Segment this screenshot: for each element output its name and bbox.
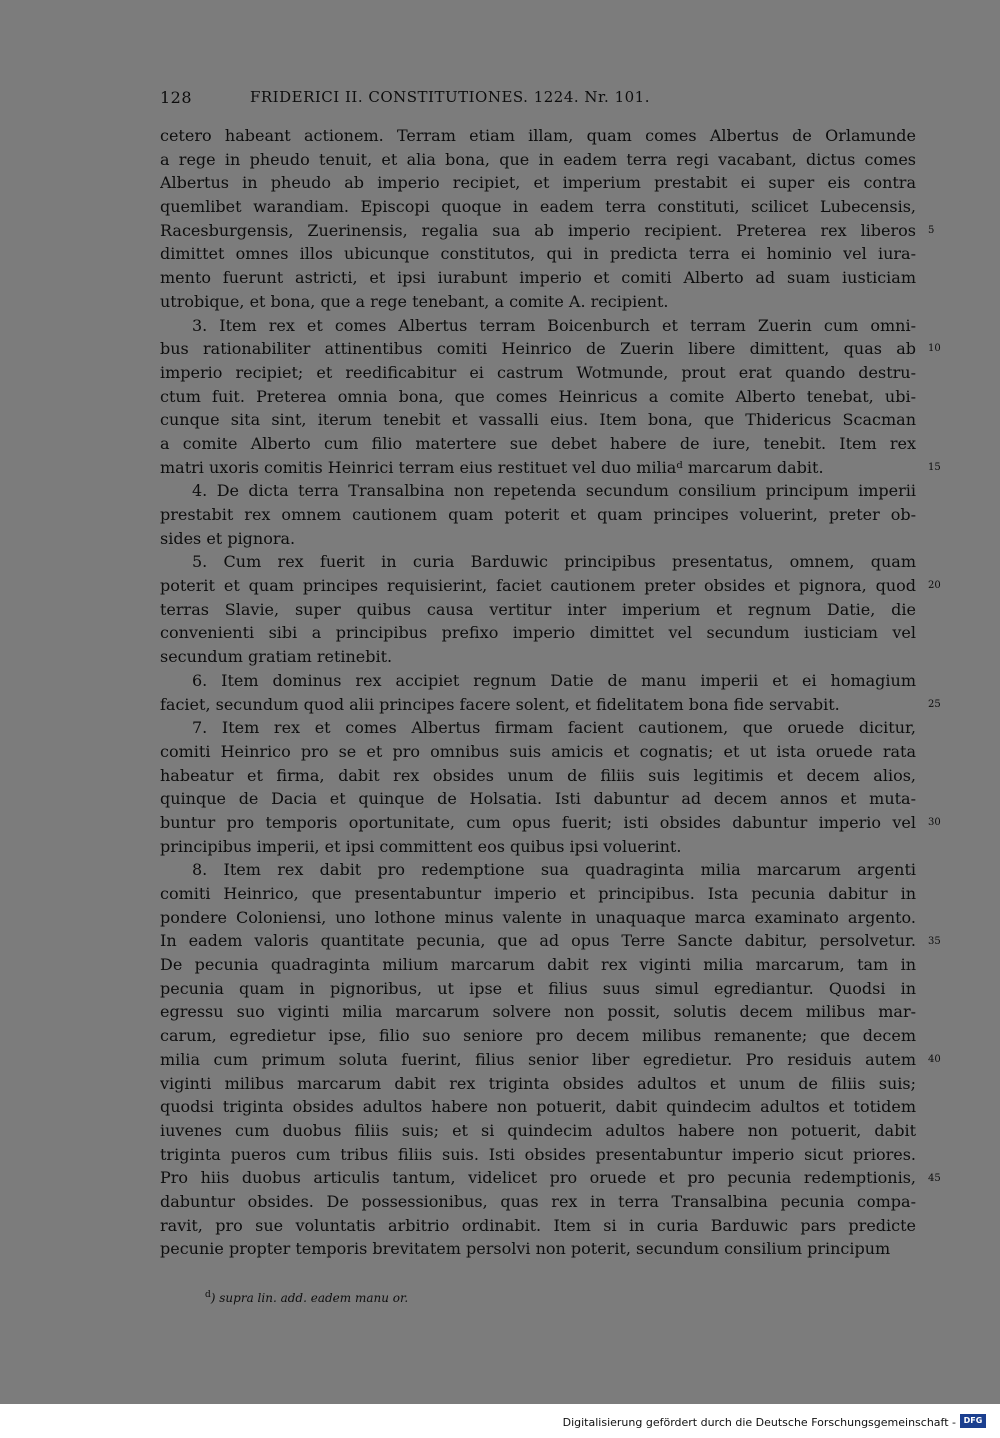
text-line: quemlibet warandiam. Episcopi quoque in eadem terra constituti, scilicet Lubecensis, (160, 197, 916, 217)
text-line: pondere Coloniensi, uno lothone minus valente in unaquaque marca examinato argento. (160, 907, 916, 927)
page-number: 128 (160, 88, 193, 107)
text-line: 7. Item rex et comes Albertus firmam facient cautionem, que oruede dicitur, (160, 718, 916, 738)
text-line: bus rationabiliter attinentibus comiti Heinrico de Zuerin libere dimittent, quas ab (160, 339, 916, 359)
text-line: ravit, pro sue voluntatis arbitrio ordinabit. Item si in curia Barduwic pars predicte (160, 1215, 916, 1235)
text-line: principibus imperii, et ipsi committent eos quibus ipsi voluerint. (160, 836, 682, 856)
text-line: a comite Alberto cum filio matertere sue debet habere de iure, tenebit. Item rex (160, 433, 916, 453)
running-title: FRIDERICI II. CONSTITUTIONES. 1224. Nr. 101. (249, 88, 650, 106)
margin-line-number: 5 (928, 224, 935, 236)
text-line: matri uxoris comitis Heinrici terram eius restituet vel duo miliaᵈ marcarum dabit. (160, 457, 824, 477)
text-line: poterit et quam principes requisierint, faciet cautionem preter obsides et pignora, quod (160, 576, 916, 596)
text-line: 6. Item dominus rex accipiet regnum Datie de manu imperii et ei homagium (160, 670, 916, 690)
digitization-footer (0, 1404, 1000, 1438)
footnote-marker: d (205, 1290, 211, 1300)
text-line: imperio recipiet; et reedificabitur ei castrum Wotmunde, prout erat quando destru- (160, 362, 916, 382)
footnote-text: ) supra lin. add. eadem manu or. (210, 1291, 409, 1305)
text-line: carum, egredietur ipse, filio suo seniore pro decem milibus remanente; que decem (160, 1026, 916, 1046)
text-line: 8. Item rex dabit pro redemptione sua quadraginta milia marcarum argenti (160, 860, 916, 880)
margin-line-number: 20 (928, 580, 941, 592)
footnote (205, 1290, 408, 1305)
text-line: Racesburgensis, Zuerinensis, regalia sua ab imperio recipient. Preterea rex liberos (160, 220, 916, 240)
text-line: Albertus in pheudo ab imperio recipiet, et imperium prestabit ei super eis contra (160, 173, 916, 193)
margin-line-number: 40 (928, 1054, 941, 1066)
text-line: pecunia quam in pignoribus, ut ipse et filius suus simul egrediantur. Quodsi in (160, 978, 916, 998)
text-line: 5. Cum rex fuerit in curia Barduwic principibus presentatus, omnem, quam (160, 552, 916, 572)
dfg-logo: DFG (960, 1414, 986, 1428)
text-line: quodsi triginta obsides adultos habere non potuerit, dabit quindecim adultos et totidem (160, 1097, 916, 1117)
text-line: Pro hiis duobus articulis tantum, videlicet pro oruede et pro pecunia redemptionis, (160, 1168, 916, 1188)
text-line: terras Slavie, super quibus causa vertitur inter imperium et regnum Datie, die (160, 599, 916, 619)
text-line: dimittet omnes illos ubicunque constitutos, qui in predicta terra ei hominio vel iura- (160, 244, 916, 264)
text-line: comiti Heinrico pro se et pro omnibus suis amicis et cognatis; et ut ista oruede rata (160, 741, 916, 761)
text-line: pecunie propter temporis brevitatem persolvi non poterit, secundum consilium principum (160, 1239, 891, 1259)
margin-line-number: 35 (928, 935, 941, 947)
running-header (160, 88, 740, 112)
margin-line-number: 30 (928, 817, 941, 829)
margin-line-number: 45 (928, 1172, 941, 1184)
text-line: buntur pro temporis oportunitate, cum opus fuerit; isti obsides dabuntur imperio vel (160, 812, 916, 832)
text-line: utrobique, et bona, que a rege tenebant, a comite A. recipient. (160, 291, 669, 311)
text-line: prestabit rex omnem cautionem quam poterit et quam principes voluerint, preter ob- (160, 505, 916, 524)
text-line: habeatur et firma, dabit rex obsides unum de filiis suis legitimis et decem alios, (160, 765, 916, 785)
text-line: mento fuerunt astricti, et ipsi iurabunt imperio et comiti Alberto ad suam iusticiam (160, 268, 916, 288)
margin-line-number: 25 (928, 698, 941, 710)
text-line: egressu suo viginti milia marcarum solvere non possit, solutis decem milibus mar- (160, 1002, 916, 1022)
text-line: iuvenes cum duobus filiis suis; et si quindecim adultos habere non potuerit, dabit (160, 1120, 916, 1140)
text-line: ctum fuit. Preterea omnia bona, que comes Heinricus a comite Alberto tenebat, ubi- (160, 386, 916, 406)
text-line: triginta pueros cum tribus filiis suis. Isti obsides presentabuntur imperio sicut priores. (160, 1144, 916, 1164)
body-text (160, 124, 916, 1261)
text-line: In eadem valoris quantitate pecunia, que ad opus Terre Sancte dabitur, persolvetur. (160, 931, 916, 951)
text-line: secundum gratiam retinebit. (160, 647, 393, 667)
text-line: De pecunia quadraginta milium marcarum dabit rex viginti milia marcarum, tam in (160, 955, 916, 975)
text-line: 3. Item rex et comes Albertus terram Boicenburch et terram Zuerin cum omni- (160, 315, 916, 335)
margin-line-number: 10 (928, 343, 941, 355)
text-line: 4. De dicta terra Transalbina non repetenda secundum consilium principum imperii (160, 481, 916, 501)
text-line: viginti milibus marcarum dabit rex triginta obsides adultos et unum de filiis suis; (160, 1073, 916, 1093)
text-line: convenienti sibi a principibus prefixo imperio dimittet vel secundum iusticiam vel (160, 623, 916, 643)
dfg-credit: Digitalisierung gefördert durch die Deutsche Forschungsgemeinschaft - (562, 1416, 956, 1429)
text-line: dabuntur obsides. De possessionibus, quas rex in terra Transalbina pecunia compa- (160, 1191, 916, 1211)
text-line: milia cum primum soluta fuerint, filius senior liber egredietur. Pro residuis autem (160, 1049, 916, 1069)
text-line: comiti Heinrico, que presentabuntur imperio et principibus. Ista pecunia dabitur in (160, 884, 916, 903)
margin-line-number: 15 (928, 461, 941, 473)
text-line: a rege in pheudo tenuit, et alia bona, que in eadem terra regi vacabant, dictus comes (160, 149, 916, 169)
text-line: sides et pignora. (160, 528, 296, 548)
text-line: quinque de Dacia et quinque de Holsatia. Isti dabuntur ad decem annos et muta- (160, 789, 916, 809)
text-line: cunque sita sint, iterum tenebit et vassalli eius. Item bona, que Thidericus Scacman (160, 410, 916, 430)
text-line: faciet, secundum quod alii principes facere solent, et fidelitatem bona fide servabit. (160, 694, 840, 714)
text-line: cetero habeant actionem. Terram etiam illam, quam comes Albertus de Orlamunde (160, 126, 916, 145)
